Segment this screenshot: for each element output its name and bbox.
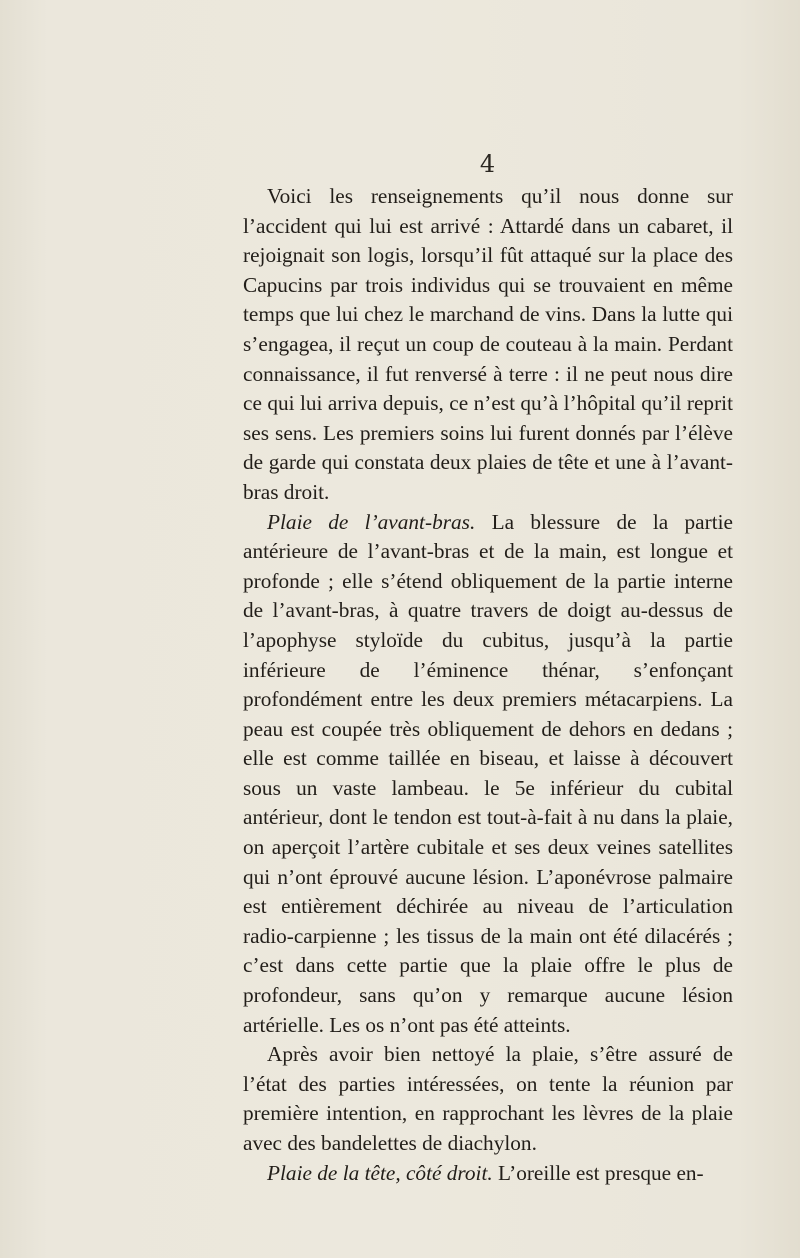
section-heading-head: Plaie de la tête, côté droit.	[267, 1160, 493, 1185]
paragraph-treatment	[243, 1040, 733, 1158]
paragraph-forearm-wound	[243, 508, 733, 1041]
paragraph-text: La blessure de la partie antérieure de l’avant-bras et de la main, est longue et profonde ; elle s’étend obliquement de la partie interne de l’avant-bras, à quatre travers de doigt au-dessus de l’apophyse styloïde du cubitus, jusqu’à la partie inférieure de l’éminence thénar, s’enfonçant profondément entre les deux premiers métacarpiens. La peau est coupée très obliquement de dehors en dedans ; elle est comme taillée en biseau, et laisse à découvert sous un vaste lambeau. le 5e inférieur du cubital antérieur, dont le tendon est tout-à-fait à nu dans la plaie, on aperçoit l’artère cubitale et ses deux veines satellites qui n’ont éprouvé aucune lésion. L’aponévrose palmaire est entièrement déchirée au niveau de l’articulation radio-carpienne ; les tissus de la main ont été dilacérés ; c’est dans cette partie que la plaie offre le plus de profondeur, sans qu’on y remarque aucune lésion artérielle. Les os n’ont pas été atteints.	[243, 509, 734, 1037]
paragraph-text: L’oreille est presque en-	[492, 1160, 704, 1185]
paragraph-account	[243, 182, 733, 508]
paragraph-text: Voici les renseignements qu’il nous donne sur l’accident qui lui est arrivé : Attardé dans un cabaret, il rejoignait son logis, lorsqu’il fût attaqué sur la place des Capucins par trois individus qui se trouvaient en même temps que lui chez le marchand de vins. Dans la lutte qui s’engagea, il reçut un coup de couteau à la main. Perdant connaissance, il fut renversé à terre : il ne peut nous dire ce qui lui arriva depuis, ce n’est qu’à l’hôpital qu’il reprit ses sens. Les premiers soins lui furent donnés par l’élève de garde qui constata deux plaies de tête et une à l’avant-bras droit.	[243, 184, 733, 504]
page-number: 4	[479, 150, 496, 178]
section-heading-forearm: Plaie de l’avant-bras.	[267, 509, 476, 534]
body-text	[243, 182, 733, 1188]
paragraph-text: Après avoir bien nettoyé la plaie, s’être assuré de l’état des parties intéressées, on tente la réunion par première intention, en rapprochant les lèvres de la plaie avec des bandelettes de diachylon.	[243, 1042, 733, 1155]
paragraph-head-wound	[243, 1159, 733, 1189]
